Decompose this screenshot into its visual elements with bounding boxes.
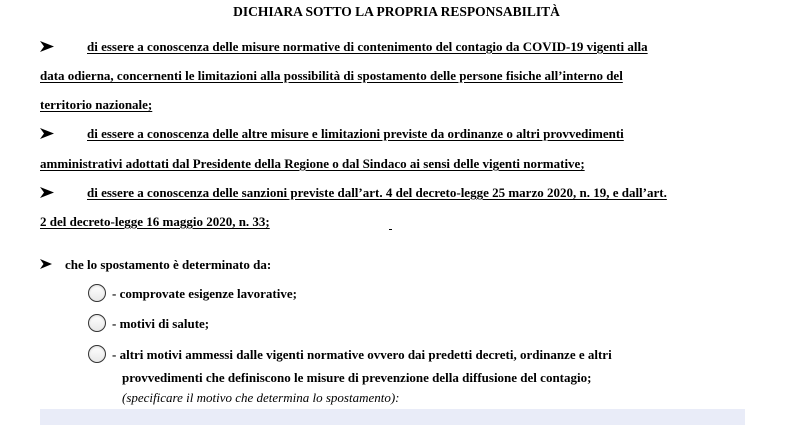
other-reason-radio[interactable] [88, 345, 106, 363]
reason-intro: che lo spostamento è determinato da: [65, 257, 272, 272]
option-other-label: - altri motivi ammessi dalle vigenti normative ovvero dai predetti decreti, ordinanze e altri [112, 347, 612, 362]
declaration-1-line-2: data odierna, concernenti le limitazioni alla possibilità di spostamento delle persone fisiche all’interno del [40, 68, 623, 83]
option-other-note: (specificare il motivo che determina lo spostamento): [122, 390, 400, 405]
option-other-label-cont: provvedimenti che definiscono le misure di prevenzione della diffusione del contagio; [122, 370, 592, 385]
option-health-label: - motivi di salute; [112, 316, 210, 331]
option-work-label: - comprovate esigenze lavorative; [112, 286, 297, 301]
declaration-3-line-1: di essere a conoscenza delle sanzioni previste dall’art. 4 del decreto-legge 25 marzo 2020, n. 19, e dall’art. [87, 185, 667, 200]
arrowhead-bullet-icon [40, 41, 54, 52]
health-reason-radio[interactable] [88, 314, 106, 332]
arrowhead-bullet-icon [40, 187, 54, 198]
declaration-2-line-1: di essere a conoscenza delle altre misure e limitazioni previste da ordinanze o altri provvedimenti [87, 126, 624, 141]
reason-text-field[interactable] [40, 409, 745, 425]
stray-mark [389, 229, 392, 230]
arrowhead-bullet-icon [40, 259, 52, 269]
declaration-1-line-1: di essere a conoscenza delle misure normative di contenimento del contagio da COVID-19 vigenti alla [87, 39, 648, 54]
page-title: DICHIARA SOTTO LA PROPRIA RESPONSABILITÀ [233, 4, 560, 19]
declaration-3-line-2: 2 del decreto-legge 16 maggio 2020, n. 33; [40, 214, 270, 229]
declaration-2-line-2: amministrativi adottati dal Presidente della Regione o dal Sindaco ai sensi delle vigenti normative; [40, 156, 585, 171]
declaration-1-line-3: territorio nazionale; [40, 97, 153, 112]
work-reason-radio[interactable] [88, 284, 106, 302]
arrowhead-bullet-icon [40, 128, 54, 139]
